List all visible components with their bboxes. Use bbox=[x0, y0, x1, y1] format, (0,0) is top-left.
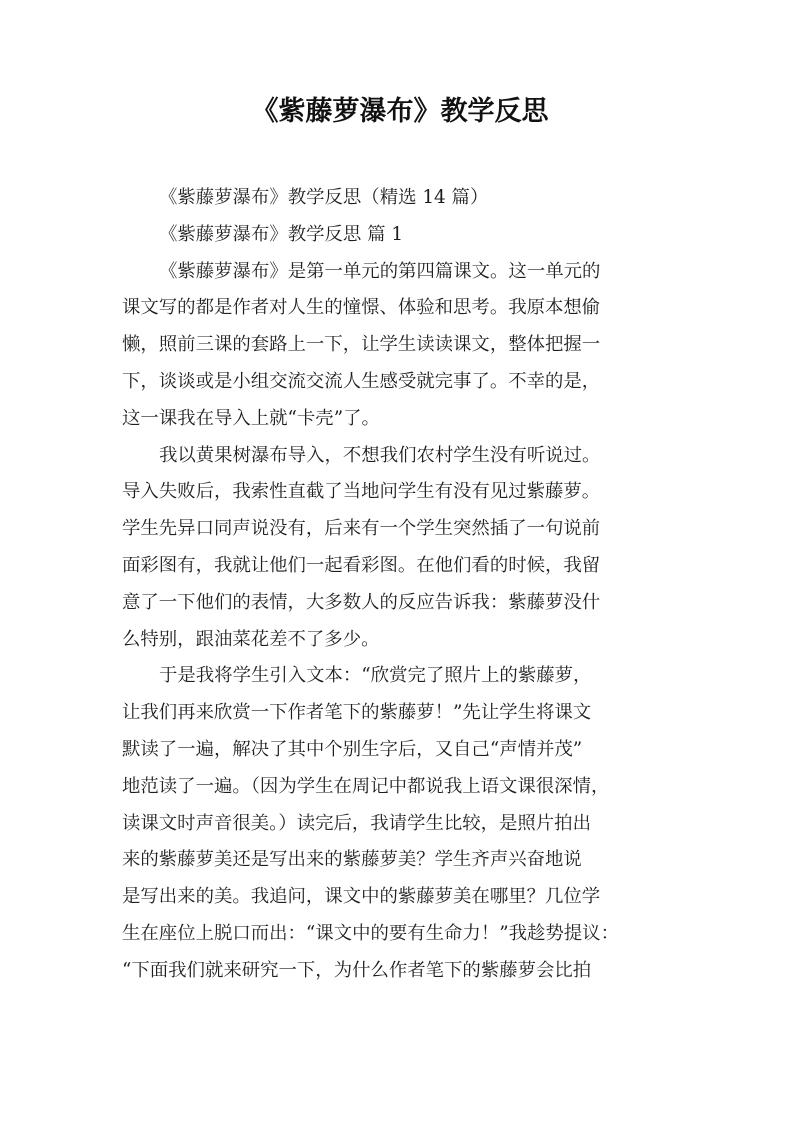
body-line: 《紫藤萝瀑布》教学反思（精选 14 篇） bbox=[159, 187, 489, 208]
body-line: 面彩图有，我就让他们一起看彩图。在他们看的时候，我留 bbox=[122, 554, 601, 576]
body-line: 《紫藤萝瀑布》是第一单元的第四篇课文。这一单元的 bbox=[159, 260, 601, 282]
body-line: 生在座位上脱口而出：“课文中的要有生命力！”我趁势提议： bbox=[122, 922, 619, 944]
body-line: 我以黄果树瀑布导入，不想我们农村学生没有听说过。 bbox=[159, 444, 601, 466]
body-line: 这一课我在导入上就“卡壳”了。 bbox=[122, 407, 380, 429]
body-line: 来的紫藤萝美还是写出来的紫藤萝美？学生齐声兴奋地说 bbox=[122, 849, 582, 871]
body-line: 导入失败后，我索性直截了当地问学生有没有见过紫藤萝。 bbox=[122, 481, 601, 503]
body-line: 下，谈谈或是小组交流交流人生感受就完事了。不幸的是， bbox=[122, 370, 601, 392]
body-line: 让我们再来欣赏一下作者笔下的紫藤萝！”先让学生将课文 bbox=[122, 702, 592, 724]
body-line: 么特别，跟油菜花差不了多少。 bbox=[122, 628, 380, 650]
body-line: 读课文时声音很美。）读完后，我请学生比较，是照片拍出 bbox=[122, 812, 591, 834]
body-line: 《紫藤萝瀑布》教学反思 篇 1 bbox=[159, 223, 404, 245]
document-title: 《紫藤萝瀑布》教学反思 bbox=[251, 96, 549, 127]
body-line: 课文写的都是作者对人生的憧憬、体验和思考。我原本想偷 bbox=[122, 297, 601, 319]
body-line: 学生先异口同声说没有，后来有一个学生突然插了一句说前 bbox=[122, 518, 601, 540]
document-body bbox=[122, 180, 688, 990]
body-line: 是写出来的美。我追问，课文中的紫藤萝美在哪里？几位学 bbox=[122, 886, 601, 908]
body-line: “下面我们就来研究一下，为什么作者笔下的紫藤萝会比拍 bbox=[122, 959, 592, 981]
body-line: 懒，照前三课的套路上一下，让学生读读课文，整体把握一 bbox=[122, 334, 601, 356]
body-line: 于是我将学生引入文本：“欣赏完了照片上的紫藤萝， bbox=[159, 665, 592, 687]
body-line: 默读了一遍，解决了其中个别生字后，又自己“声情并茂” bbox=[122, 738, 583, 760]
body-line: 地范读了一遍。（因为学生在周记中都说我上语文课很深情， bbox=[122, 775, 610, 797]
body-line: 意了一下他们的表情，大多数人的反应告诉我：紫藤萝没什 bbox=[122, 591, 601, 613]
